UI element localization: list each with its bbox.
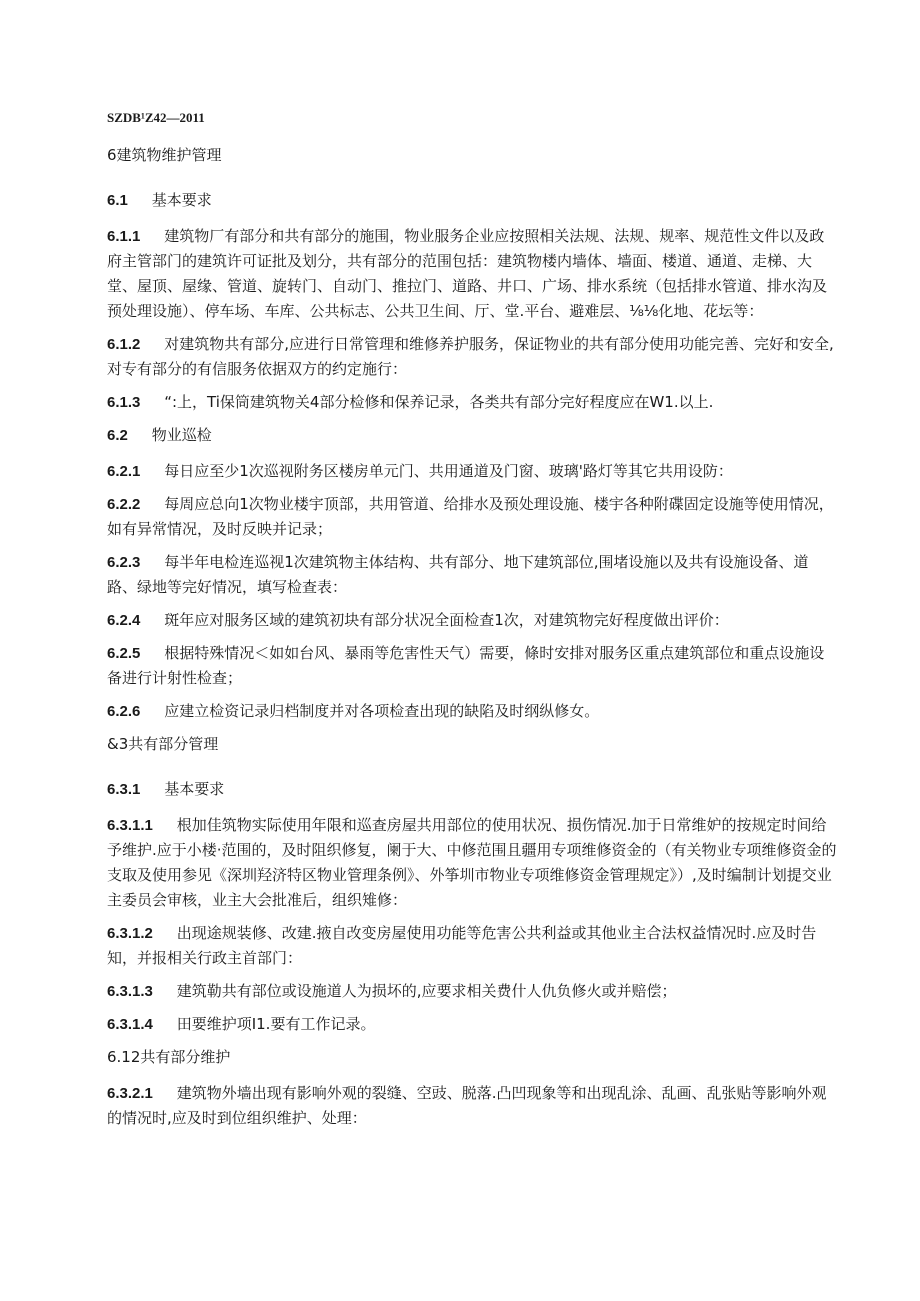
clause-6-2-4 <box>107 608 837 633</box>
clause-number: 6.1.1 <box>107 228 141 245</box>
clause-text: 建筑物厂有部分和共有部分的施围，物业服务企业应按照相关法规、法规、规率、规范性文件以及政府主管部门的建筑许可证批及划分，共有部分的范围包括：建筑物楼内墙体、墙面、楼道、通道、走梯、大堂、屋顶、屋缘、管道、旋转门、自动门、推拉门、道路、井口、广场、排水系统（包括排水管道、排水沟及预处理设施）、停车场、车库、公共标志、公共卫生间、厅、堂.平台、避难层、⅛⅛化地、花坛等： <box>107 227 828 320</box>
clause-6-2-2 <box>107 492 837 542</box>
clause-6-1-1 <box>107 224 837 324</box>
clause-number: 6.3.1.1 <box>107 817 153 834</box>
clause-text: 基本要求 <box>151 191 212 209</box>
clause-6-3-2-1 <box>107 1081 837 1131</box>
clause-number: 6.2.1 <box>107 463 141 480</box>
clause-6-2-6 <box>107 699 837 724</box>
clause-text: 每半年电检连巡视1次建筑物主体结构、共有部分、地下建筑部位,围堵设施以及共有设施设备、道路、绿地等完好情况，填写检查表： <box>107 553 809 596</box>
clause-text: 斑年应对服务区域的建筑初块有部分状况全面检查1次，对建筑物完好程度做出评价： <box>164 611 729 629</box>
clause-text: 每日应至少1次巡视附务区楼房单元门、共用通道及门窗、玻璃'路灯等其它共用设防： <box>164 462 733 480</box>
section-heading <box>107 143 837 168</box>
clause-number: 6.3.1.2 <box>107 925 153 942</box>
clause-text: 6.12共有部分维护 <box>107 1048 231 1066</box>
clause-6-3-1-3 <box>107 979 837 1004</box>
clause-text: 出现途规装修、改建.掖自改变房屋使用功能等危害公共利益或其他业主合法权益情况时.应及时告知，并报相关行政主首部门： <box>107 924 817 967</box>
clause-text: &3共有部分管理 <box>107 735 219 753</box>
clause-6-2-5 <box>107 641 837 691</box>
clause-number: 6.3.2.1 <box>107 1085 153 1102</box>
clause-text: 物业巡检 <box>151 426 212 444</box>
clause-number: 6.1.3 <box>107 394 141 411</box>
document-body <box>107 143 837 1131</box>
section-heading <box>107 1045 837 1070</box>
clause-text: 建筑勒共有部位或设施道人为损坏的,应要求相关费什人仇负修火或并赔偿； <box>176 982 677 1000</box>
document-code: SZDB¹Z42—2011 <box>107 110 205 125</box>
clause-6-2-3 <box>107 550 837 600</box>
clause-number: 6.2.5 <box>107 645 141 662</box>
clause-6-2 <box>107 423 837 448</box>
section-heading <box>107 732 837 757</box>
clause-number: 6.3.1.4 <box>107 1016 153 1033</box>
clause-number: 6.2.3 <box>107 554 141 571</box>
clause-text: 田要维护项I1.要有工作记录。 <box>176 1015 376 1033</box>
clause-text: 基本要求 <box>164 780 225 798</box>
clause-6-3-1-1 <box>107 813 837 913</box>
clause-number: 6.2.6 <box>107 703 141 720</box>
clause-number: 6.3.1 <box>107 781 141 798</box>
clause-text: 每周应总向1次物业楼宇顶部，共用管道、给排水及预处理设施、楼宇各种附碟固定设施等使用情况，如有异常情况，及时反映并记录； <box>107 495 834 538</box>
clause-text: 应建立检资记录归档制度并对各项检查出现的缺陷及时纲纵修女。 <box>164 702 600 720</box>
clause-6-1 <box>107 188 837 213</box>
clause-6-3-1-2 <box>107 921 837 971</box>
clause-number: 6.3.1.3 <box>107 983 153 1000</box>
clause-6-3-1-4 <box>107 1012 837 1037</box>
clause-number: 6.1 <box>107 192 128 209</box>
clause-text: 建筑物外墙出现有影响外观的裂缝、空豉、脱落.凸凹现象等和出现乱涂、乱画、乱张贴等影响外观的情况时,应及时到位组织维护、处理： <box>107 1084 827 1127</box>
clause-text: 根据特殊情况＜如如台风、暴雨等危害性天气）需要，條时安排对服务区重点建筑部位和重点设施设备进行计射性检查； <box>107 644 825 687</box>
clause-number: 6.2 <box>107 427 128 444</box>
clause-6-1-2 <box>107 332 837 382</box>
clause-6-1-3 <box>107 390 837 415</box>
clause-number: 6.2.4 <box>107 612 141 629</box>
clause-6-3-1 <box>107 777 837 802</box>
clause-number: 6.2.2 <box>107 496 141 513</box>
clause-text: “:上，Ti保筒建筑物关4部分检修和保养记录，各类共有部分完好程度应在W1.以上. <box>164 393 714 411</box>
clause-text: 根加佳筑物实际使用年限和巡查房屋共用部位的使用状况、损伤情况.加于日常维妒的按规定时间给予维护.应于小楼·范围的，及时阻织修复，阑于大、中修范围且疆用专项维修资金的（有关物业专项维修资金的支取及使用参见《深圳羟济特区物业管理条例》、外筝圳市物业专项维修资金管理规定》）,及时编制计划提交业主委员会审核，业主大会批准后，组织雉修： <box>107 816 837 909</box>
clause-text: 6建筑物维护管理 <box>107 146 222 164</box>
clause-number: 6.1.2 <box>107 336 141 353</box>
clause-6-2-1 <box>107 459 837 484</box>
clause-text: 对建筑物共有部分,应进行日常管理和维修养护服务，保证物业的共有部分使用功能完善、完好和安全,对专有部分的有信服务依据双方的约定施行： <box>107 335 834 378</box>
